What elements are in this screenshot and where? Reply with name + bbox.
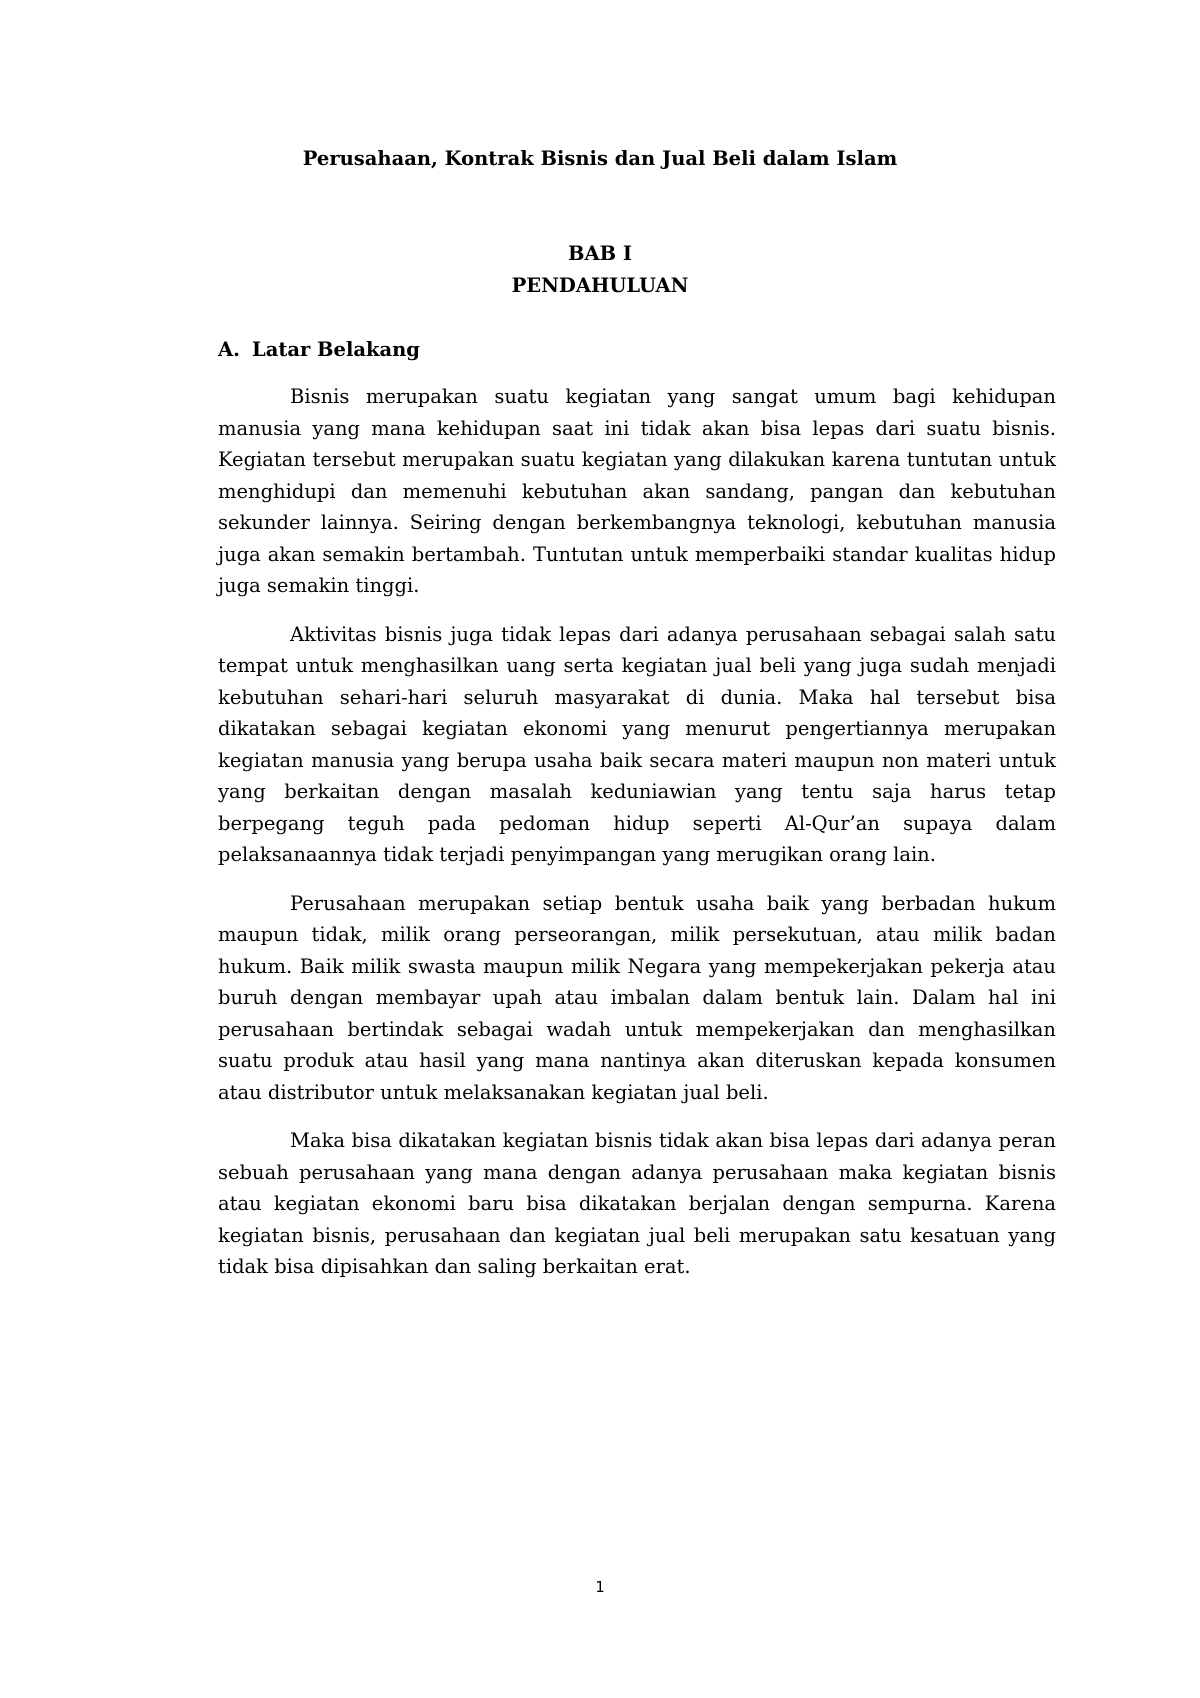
paragraph-4: Maka bisa dikatakan kegiatan bisnis tidak akan bisa lepas dari adanya peran sebuah perusahaan yang mana dengan adanya perusahaan maka kegiatan bisnis atau kegiatan ekonomi baru bisa dikatakan berjalan dengan sempurna. Karena kegiatan bisnis, perusahaan dan kegiatan jual beli merupakan satu kesatuan yang tidak bisa dipisahkan dan saling berkaitan erat. xyxy=(218,1129,1056,1278)
chapter-label: BAB I xyxy=(567,242,632,265)
document-title: Perusahaan, Kontrak Bisnis dan Jual Beli dalam Islam xyxy=(302,147,898,170)
paragraph-1: Bisnis merupakan suatu kegiatan yang sangat umum bagi kehidupan manusia yang mana kehidupan saat ini tidak akan bisa lepas dari suatu bisnis. Kegiatan tersebut merupakan suatu kegiatan yang dilakukan karena tuntutan untuk menghidupi dan memenuhi kebutuhan akan sandang, pangan dan kebutuhan sekunder lainnya. Seiring dengan berkembangnya teknologi, kebutuhan manusia juga akan semakin bertambah. Tuntutan untuk memperbaiki standar kualitas hidup juga semakin tinggi. xyxy=(218,385,1056,597)
paragraph-2: Aktivitas bisnis juga tidak lepas dari adanya perusahaan sebagai salah satu tempat untuk menghasilkan uang serta kegiatan jual beli yang juga sudah menjadi kebutuhan sehari-hari seluruh masyarakat di dunia. Maka hal tersebut bisa dikatakan sebagai kegiatan ekonomi yang menurut pengertiannya merupakan kegiatan manusia yang berupa usaha baik secara materi maupun non materi untuk yang berkaitan dengan masalah keduniawian yang tentu saja harus tetap berpegang teguh pada pedoman hidup seperti Al-Qur’an supaya dalam pelaksanaannya tidak terjadi penyimpangan yang merugikan orang lain. xyxy=(218,622,1056,866)
section-title: Latar Belakang xyxy=(252,338,420,361)
paragraph-3: Perusahaan merupakan setiap bentuk usaha baik yang berbadan hukum maupun tidak, milik orang perseorangan, milik persekutuan, atau milik badan hukum. Baik milik swasta maupun milik Negara yang mempekerjakan pekerja atau buruh dengan membayar upah atau imbalan dalam bentuk lain. Dalam hal ini perusahaan bertindak sebagai wadah untuk mempekerjakan dan menghasilkan suatu produk atau hasil yang mana nantinya akan diteruskan kepada konsumen atau distributor untuk melaksanakan kegiatan jual beli. xyxy=(218,891,1056,1104)
body-text xyxy=(218,381,1056,1300)
chapter-name: PENDAHULUAN xyxy=(511,274,689,297)
page-number: 1 xyxy=(595,1578,605,1596)
section-heading xyxy=(218,335,420,365)
section-number: A. xyxy=(218,338,240,361)
